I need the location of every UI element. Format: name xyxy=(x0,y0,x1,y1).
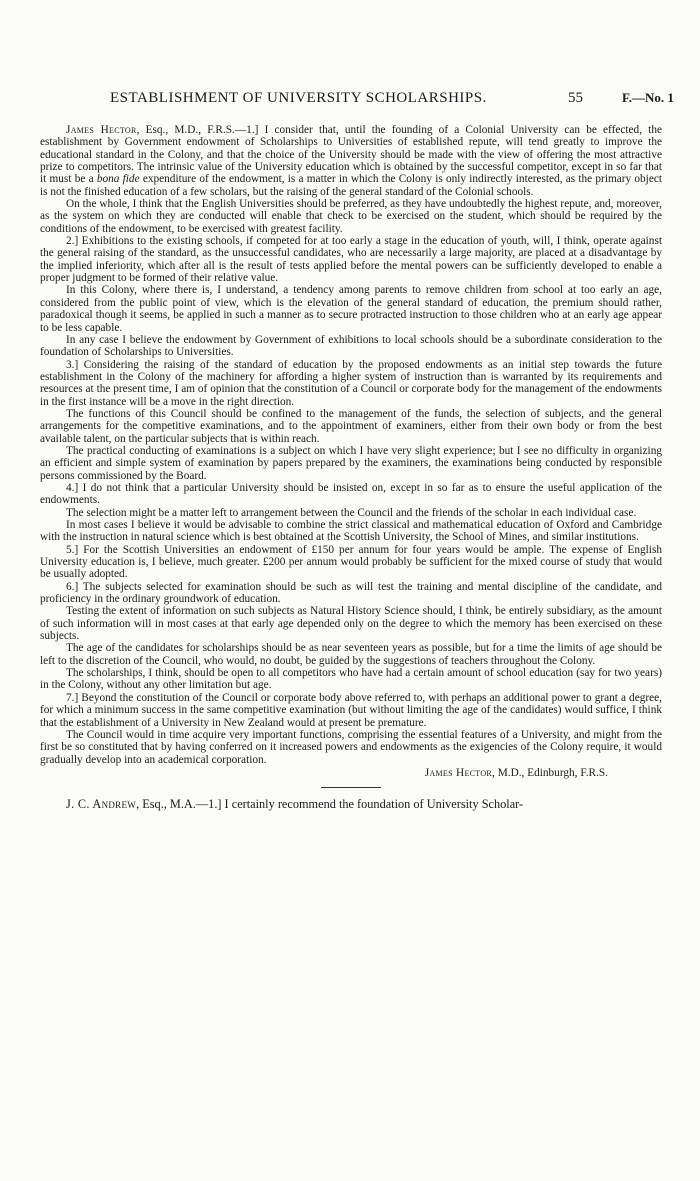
paragraph: 4.] I do not think that a particular University should be insisted on, except in so far as to ensure the useful application of the endowments. xyxy=(40,481,662,507)
paragraph: 2.] Exhibitions to the existing schools, if competed for at too early a stage in the education of youth, will, I think, operate against the general raising of the standard, as the unsuccessful candidates, who are necessarily a large majority, are placed at a disadvantage by the implied inferiority, which after all is the result of tests applied before the mental powers can be sufficiently developed to enable a proper judgment to be formed of their relative value. xyxy=(40,235,662,285)
paragraph: On the whole, I think that the English Universities should be preferred, as they have undoubtedly the highest repute, and, moreover, as the system on which they are conducted will enable that check to be exercised on the student, which should be required by the conditions of the endowment, to be exercised with greatest facility. xyxy=(40,198,662,235)
paragraph: James Hector, Esq., M.D., F.R.S.—1.] I consider that, until the founding of a Colonial University can be effected, the establishment by Government endowment of Scholarships to Universities of established repute, will tend greatly to improve the educational standard in the Colony, and that the choice of the University should be made with the view of offering the most attractive prize to competitors. The intrinsic value of the University education which is obtained by the successful competitor, except in so far that it must be a bona fide expenditure of the endowment, is a matter in which the Colony is only indirectly interested, as the primary object is not the finished education of a few scholars, but the raising of the general standard of the Colonial schools. xyxy=(40,124,662,198)
paragraph: In this Colony, where there is, I understand, a tendency among parents to remove children from school at too early an age, considered from the public point of view, which is the elevation of the general standard of education, the premium should rather, paradoxical though it seems, be applied in such a manner as to secure protracted instruction to those children who at an early age appear to be less capable. xyxy=(40,284,662,334)
paragraph: 6.] The subjects selected for examination should be such as will test the training and mental discipline of the candidate, and proficiency in the ordinary groundwork of education. xyxy=(40,580,662,606)
signature: James Hector, M.D., Edinburgh, F.R.S. xyxy=(424,766,608,779)
paragraph: The scholarships, I think, should be open to all competitors who have had a certain amount of school education (say for two years) in the Colony, without any other limitation but age. xyxy=(40,667,662,692)
document-code: F.—No. 1 xyxy=(622,90,674,105)
paragraph: Testing the extent of information on such subjects as Natural History Science should, I think, be entirely subsidiary, as the amount of such information will in most cases at that early age depended only on the degree to which the memory has been exercised on these subjects. xyxy=(40,605,662,643)
paragraph: The Council would in time acquire very important functions, comprising the essential features of a University, and might from the first be so constituted that by having conferred on it increased powers and endowments as the exigencies of the Colony require, it would gradually develop into an academical corporation. xyxy=(40,728,662,766)
next-section-opening: J. C. Andrew, Esq., M.A.—1.] I certainly recommend the foundation of University Scholar- xyxy=(66,797,524,812)
section-divider xyxy=(321,787,381,788)
paragraph: 3.] Considering the raising of the standard of education by the proposed endowments as an initial step towards the future establishment in the Colony of the machinery for affording a higher system of instruction than is warranted by its requirements and resources at the present time, I am of opinion that the constitution of a Council or corporate body for the management of the endowments in the first instance will be a move in the right direction. xyxy=(40,358,662,408)
paragraph: In any case I believe the endowment by Government of exhibitions to local schools should be a subordinate consideration to the foundation of Scholarships to Universities. xyxy=(40,333,662,359)
page-number: 55 xyxy=(568,90,583,106)
paragraph: 5.] For the Scottish Universities an endowment of £150 per annum for four years would be ample. The expense of English University education is, I believe, much greater. £200 per annum would probably be sufficient for the mixed course of study that would be usually adopted. xyxy=(40,543,662,581)
paragraph: The age of the candidates for scholarships should be as near seventeen years as possible, but for a time the limits of age should be left to the discretion of the Council, who would, no doubt, be guided by the suggestions of teachers throughout the Colony. xyxy=(40,642,662,667)
paragraph: The functions of this Council should be confined to the management of the funds, the selection of subjects, and the general arrangements for the competitive examinations, and to the appointment of examiners, either from their own body or from the best available talent, on the particular subjects that is within reach. xyxy=(40,407,662,445)
paragraph: The selection might be a matter left to arrangement between the Council and the friends of the scholar in each individual case. xyxy=(66,506,637,519)
document-body xyxy=(40,124,662,811)
page-title: ESTABLISHMENT OF UNIVERSITY SCHOLARSHIPS. xyxy=(110,90,487,106)
page-header xyxy=(0,90,700,110)
paragraph: The practical conducting of examinations is a subject on which I have very slight experience; but I see no difficulty in organizing an efficient and simple system of examination by papers prepared by the examiners, the examinations being conducted by responsible persons commissioned by the Board. xyxy=(40,444,662,482)
paragraph: In most cases I believe it would be advisable to combine the strict classical and mathematical education of Oxford and Cambridge with the instruction in natural science which is best obtained at the Scottish University, the School of Mines, and similar institutions. xyxy=(40,519,662,544)
author-name: James Hector xyxy=(66,124,137,136)
paragraph: 7.] Beyond the constitution of the Council or corporate body above referred to, with perhaps an additional power to grant a degree, for which a minimum success in the same competitive examination (but without limiting the age of the candidates) would suffice, I think that the establishment of a University in New Zealand would at present be premature. xyxy=(40,691,662,729)
